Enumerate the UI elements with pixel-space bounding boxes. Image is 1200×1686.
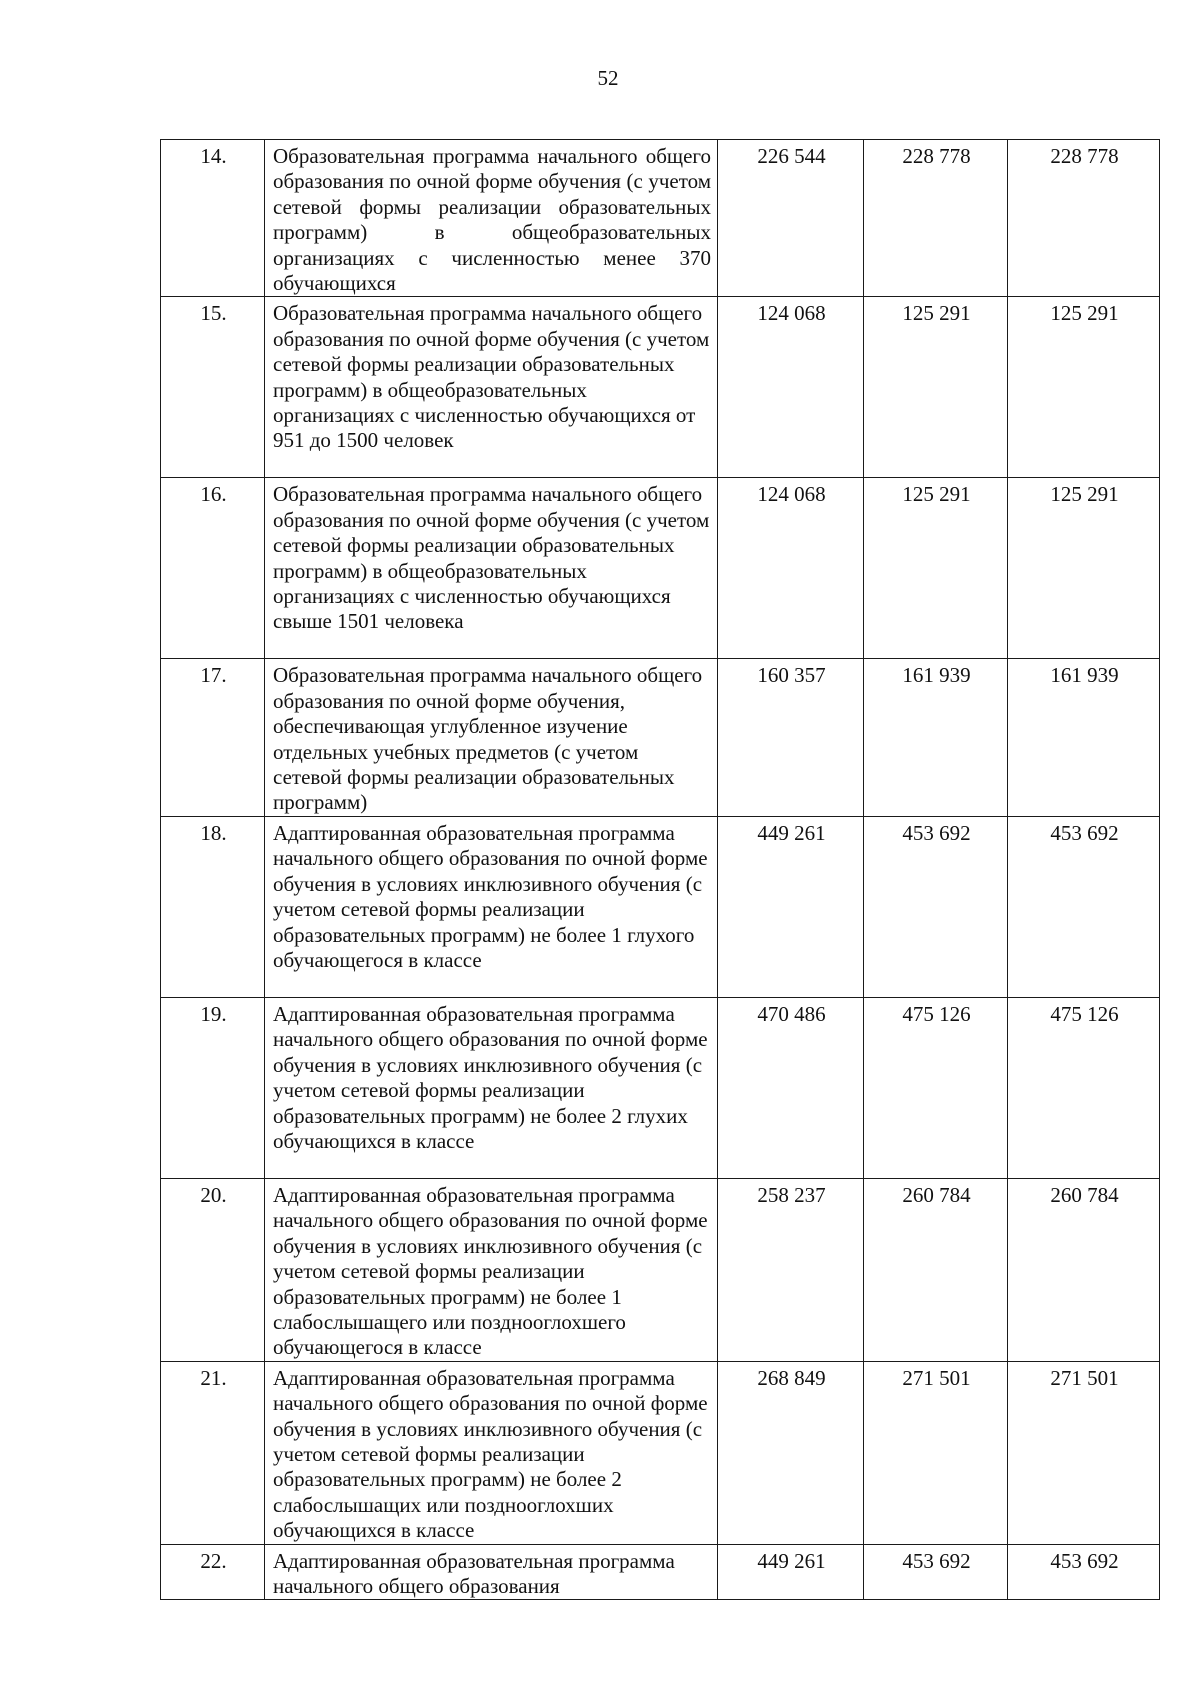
row-value-2: 161 939 xyxy=(864,659,1008,816)
row-number: 21. xyxy=(161,1361,265,1544)
row-value-1: 124 068 xyxy=(718,478,864,659)
row-number: 20. xyxy=(161,1178,265,1361)
row-value-3: 125 291 xyxy=(1008,297,1160,478)
row-value-1: 258 237 xyxy=(718,1178,864,1361)
row-number: 15. xyxy=(161,297,265,478)
row-description: Образовательная программа начального общего образования по очной форме обучения, обеспечивающая углубленное изучение отдельных учебных предметов (с учетом сетевой формы реализации образовательных программ) xyxy=(265,659,718,816)
row-value-3: 271 501 xyxy=(1008,1361,1160,1544)
row-value-2: 475 126 xyxy=(864,997,1008,1178)
row-value-3: 453 692 xyxy=(1008,1544,1160,1600)
page-number: 52 xyxy=(597,66,619,90)
table-row xyxy=(161,140,1160,297)
row-description: Адаптированная образовательная программа начального общего образования по очной форме обучения в условиях инклюзивного обучения (с учетом сетевой формы реализации образовательных программ) не более 1 слабослышащего или позднооглохшего обучающегося в классе xyxy=(265,1178,718,1361)
row-value-1: 449 261 xyxy=(718,1544,864,1600)
row-description: Образовательная программа начального общего образования по очной форме обучения (с учетом сетевой формы реализации образовательных программ) в общеобразовательных организациях с численностью обучающихся свыше 1501 человека xyxy=(265,478,718,659)
table-row xyxy=(161,1544,1160,1600)
table-row xyxy=(161,659,1160,816)
row-value-1: 449 261 xyxy=(718,816,864,997)
row-description: Образовательная программа начального общего образования по очной форме обучения (с учетом сетевой формы реализации образовательных программ) в общеобразовательных организациях с численностью менее 370 обучающихся xyxy=(265,140,718,297)
row-value-3: 161 939 xyxy=(1008,659,1160,816)
row-description: Образовательная программа начального общего образования по очной форме обучения (с учетом сетевой формы реализации образовательных программ) в общеобразовательных организациях с численностью обучающихся от 951 до 1500 человек xyxy=(265,297,718,478)
row-number: 22. xyxy=(161,1544,265,1600)
row-description: Адаптированная образовательная программа начального общего образования по очной форме обучения в условиях инклюзивного обучения (с учетом сетевой формы реализации образовательных программ) не более 2 глухих обучающихся в классе xyxy=(265,997,718,1178)
row-value-3: 260 784 xyxy=(1008,1178,1160,1361)
table-row xyxy=(161,997,1160,1178)
row-number: 14. xyxy=(161,140,265,297)
row-value-2: 453 692 xyxy=(864,816,1008,997)
row-number: 19. xyxy=(161,997,265,1178)
row-number: 16. xyxy=(161,478,265,659)
row-value-3: 453 692 xyxy=(1008,816,1160,997)
table-row xyxy=(161,1178,1160,1361)
row-value-3: 228 778 xyxy=(1008,140,1160,297)
table-row xyxy=(161,478,1160,659)
row-value-1: 226 544 xyxy=(718,140,864,297)
row-description: Адаптированная образовательная программа начального общего образования xyxy=(265,1544,718,1600)
row-value-1: 268 849 xyxy=(718,1361,864,1544)
row-value-1: 124 068 xyxy=(718,297,864,478)
row-value-1: 470 486 xyxy=(718,997,864,1178)
table-row xyxy=(161,1361,1160,1544)
row-value-2: 260 784 xyxy=(864,1178,1008,1361)
cost-table xyxy=(160,139,1160,1600)
row-value-3: 125 291 xyxy=(1008,478,1160,659)
row-description: Адаптированная образовательная программа начального общего образования по очной форме обучения в условиях инклюзивного обучения (с учетом сетевой формы реализации образовательных программ) не более 1 глухого обучающегося в классе xyxy=(265,816,718,997)
row-value-1: 160 357 xyxy=(718,659,864,816)
row-value-2: 228 778 xyxy=(864,140,1008,297)
row-value-2: 125 291 xyxy=(864,478,1008,659)
table-row xyxy=(161,816,1160,997)
row-value-2: 271 501 xyxy=(864,1361,1008,1544)
table-row xyxy=(161,297,1160,478)
row-description: Адаптированная образовательная программа начального общего образования по очной форме обучения в условиях инклюзивного обучения (с учетом сетевой формы реализации образовательных программ) не более 2 слабослышащих или позднооглохших обучающихся в классе xyxy=(265,1361,718,1544)
row-number: 17. xyxy=(161,659,265,816)
row-value-2: 453 692 xyxy=(864,1544,1008,1600)
row-value-2: 125 291 xyxy=(864,297,1008,478)
row-value-3: 475 126 xyxy=(1008,997,1160,1178)
row-number: 18. xyxy=(161,816,265,997)
